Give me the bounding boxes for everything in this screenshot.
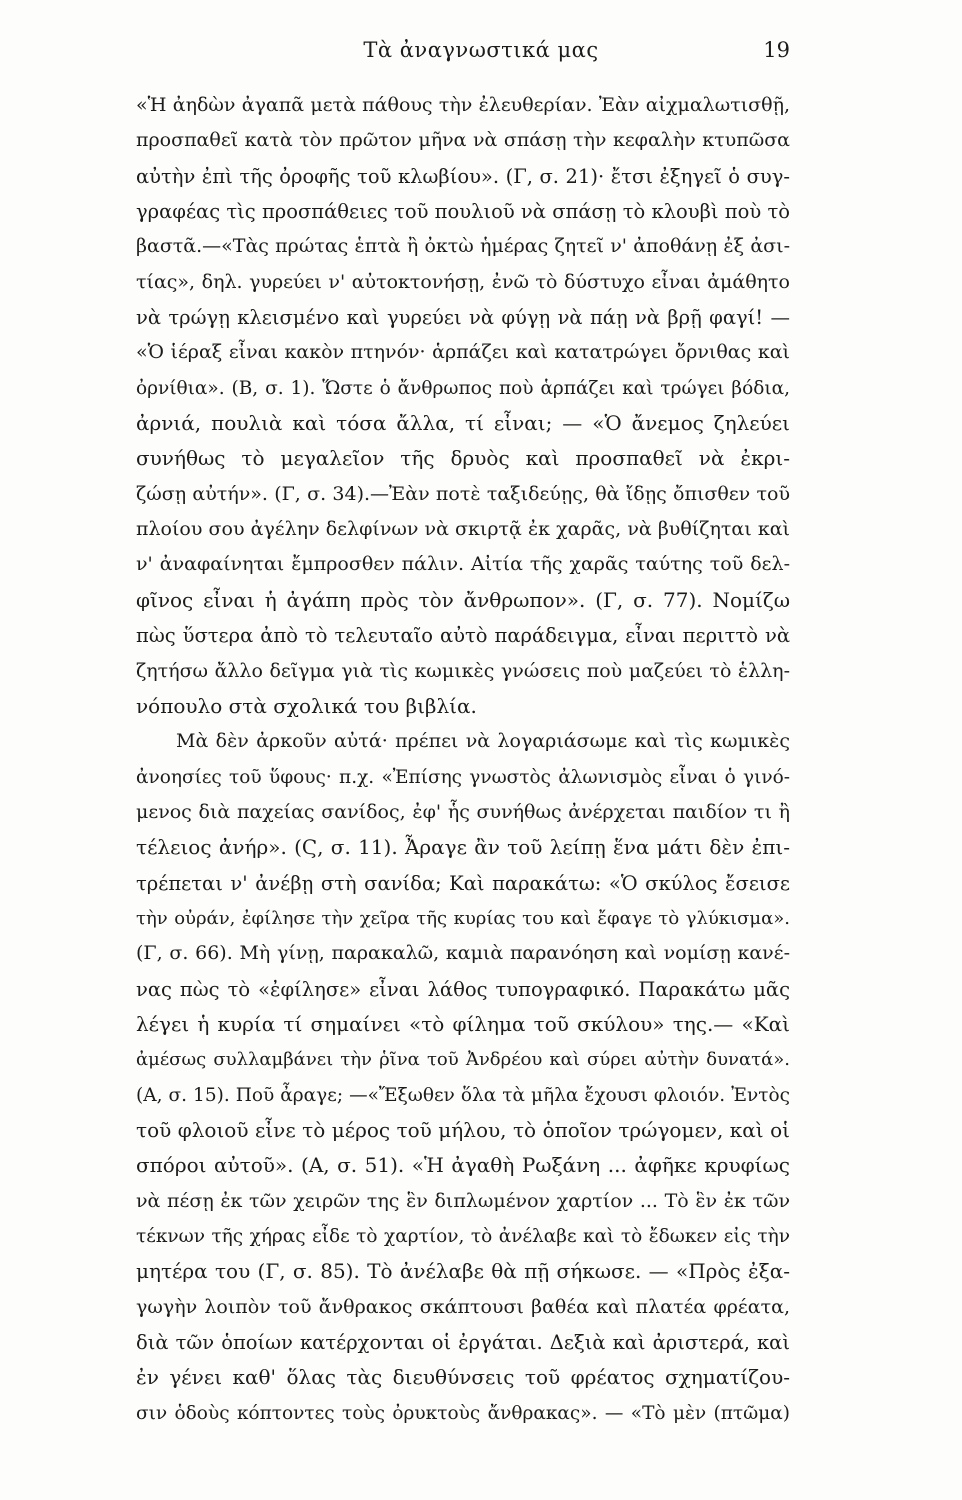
text-line: νὰ τρώγῃ κλεισμένο καὶ γυρεύει νὰ φύγῃ νὰ πάῃ νὰ βρῇ φαγί! — [136, 306, 790, 330]
text-line: σιν ὁδοὺς κόπτοντες τοὺς ὀρυκτοὺς ἄνθρακας». — «Τὸ μὲν (πτῶμα) [136, 1402, 790, 1424]
text-line: ζώσῃ αὐτήν». (Γ, σ. 34).—Ἐὰν ποτὲ ταξιδεύῃς, θὰ ἴδῃς ὄπισθεν τοῦ [136, 482, 790, 505]
text-line: σπόροι αὐτοῦ». (Α, σ. 51). «Ἡ ἀγαθὴ Ρωξάνη ... ἀφῆκε κρυφίως [136, 1153, 790, 1178]
text-line: νόπουλο στὰ σχολικά του βιβλία. [136, 693, 477, 718]
text-line: νὰ πέσῃ ἐκ τῶν χειρῶν της ἓν διπλωμένον χαρτίον ... Τὸ ἓν ἐκ τῶν [136, 1189, 790, 1212]
text-line: ἀμέσως συλλαμβάνει τὴν ῥῖνα τοῦ Ἀνδρέου καὶ σύρει αὐτὴν δυνατά». [136, 1049, 790, 1071]
text-line: διὰ τῶν ὁποίων κατέρχονται οἱ ἐργάται. Δεξιὰ καὶ ἀριστερά, καὶ [136, 1331, 790, 1355]
text-line: ἀρνιά, πουλιὰ καὶ τόσα ἄλλα, τί εἶναι; — «Ὁ ἄνεμος ζηλεύει [136, 411, 790, 436]
text-line: γραφέας τὶς προσπάθειες τοῦ πουλιοῦ νὰ σπάσῃ τὸ κλουβὶ ποὺ τὸ [136, 200, 790, 224]
text-line: τὴν οὐράν, ἐφίλησε τὴν χεῖρα τῆς κυρίας του καὶ ἔφαγε τὸ γλύκισμα». [136, 907, 790, 929]
text-line: τρέπεται ν' ἀνέβῃ στὴ σανίδα; Καὶ παρακάτω: «Ὁ σκύλος ἔσεισε [136, 871, 790, 895]
text-line: μενος διὰ παχείας σανίδος, ἐφ' ἧς συνήθως ἀνέρχεται παιδίον τι ἢ [136, 800, 790, 823]
text-line: (Α, σ. 15). Ποῦ ἆραγε; —«Ἔξωθεν ὅλα τὰ μῆλα ἔχουσι φλοιόν. Ἐντὸς [136, 1084, 790, 1106]
text-line: «Ὁ ἱέραξ εἶναι κακὸν πτηνόν· ἁρπάζει καὶ κατατρώγει ὄρνιθας καὶ [136, 341, 790, 364]
text-line: μητέρα του (Γ, σ. 85). Τὸ ἀνέλαβε θὰ πῇ σήκωσε. — «Πρὸς ἐξα- [136, 1259, 790, 1284]
text-line: τοῦ φλοιοῦ εἶνε τὸ μέρος τοῦ μήλου, τὸ ὁποῖον τρώγομεν, καὶ οἱ [136, 1117, 790, 1142]
page-number: 19 [763, 38, 790, 62]
text-line: συνήθως τὸ μεγαλεῖον τῆς δρυὸς καὶ προσπαθεῖ νὰ ἐκρι- [136, 446, 790, 471]
text-line: προσπαθεῖ κατὰ τὸν πρῶτον μῆνα νὰ σπάσῃ τὴν κεφαλὴν κτυπῶσα [136, 129, 790, 152]
text-line: νας πὼς τὸ «ἐφίλησε» εἶναι λάθος τυπογραφικό. Παρακάτω μᾶς [136, 977, 790, 1001]
text-line: πὼς ὕστερα ἀπὸ τὸ τελευταῖο αὐτὸ παράδειγμα, εἶναι περιττὸ νὰ [136, 624, 790, 648]
text-line: πλοίου σου ἀγέλην δελφίνων νὰ σκιρτᾷ ἐκ χαρᾶς, νὰ βυθίζηται καὶ [136, 518, 790, 541]
text-line: λέγει ἡ κυρία τί σημαίνει «τὸ φίλημα τοῦ σκύλου» της.— «Καὶ [136, 1011, 790, 1036]
text-line: Μὰ δὲν ἀρκοῦν αὐτά· πρέπει νὰ λογαριάσωμε καὶ τὶς κωμικὲς [176, 730, 790, 753]
running-head [0, 38, 962, 68]
text-line: τέκνων τῆς χήρας εἶδε τὸ χαρτίον, τὸ ἀνέλαβε καὶ τὸ ἔδωκεν εἰς τὴν [136, 1226, 790, 1247]
text-line: αὐτὴν ἐπὶ τῆς ὀροφῆς τοῦ κλωβίου». (Γ, σ. 21)· ἔτσι ἐξηγεῖ ὁ συγ- [136, 164, 790, 188]
text-line: τίας», δηλ. γυρεύει ν' αὐτοκτονήσῃ, ἐνῶ τὸ δύστυχο εἶναι ἀμάθητο [136, 270, 790, 293]
text-line: ἐν γένει καθ' ὅλας τὰς διευθύνσεις τοῦ φρέατος σχηματίζου- [136, 1365, 790, 1390]
running-title: Τὰ ἀναγνωστικά μας [363, 38, 599, 62]
text-line: ἀνοησίες τοῦ ὕφους· π.χ. «Ἐπίσης γνωστὸς ἀλωνισμὸς εἶναι ὁ γινό- [136, 766, 790, 788]
text-line: γωγὴν λοιπὸν τοῦ ἄνθρακος σκάπτουσι βαθέα καὶ πλατέα φρέατα, [136, 1295, 790, 1318]
text-line: ὀρνίθια». (Β, σ. 1). Ὥστε ὁ ἄνθρωπος ποὺ ἁρπάζει καὶ τρώγει βόδια, [136, 377, 790, 399]
body-text [136, 88, 790, 1431]
text-line: φῖνος εἶναι ἡ ἀγάπη πρὸς τὸν ἄνθρωπον». (Γ, σ. 77). Νομίζω [136, 587, 790, 612]
text-line: ζητήσω ἄλλο δεῖγμα γιὰ τὶς κωμικὲς γνώσεις ποὺ μαζεύει τὸ ἑλλη- [136, 659, 790, 682]
text-line: βαστᾶ.—«Τὰς πρώτας ἑπτὰ ἢ ὀκτὼ ἡμέρας ζητεῖ ν' ἀποθάνῃ ἐξ ἀσι- [136, 235, 790, 258]
text-line: «Ἡ ἀηδὼν ἀγαπᾶ μετὰ πάθους τὴν ἐλευθερίαν. Ἐὰν αἰχμαλωτισθῇ, [136, 94, 790, 116]
text-line: (Γ, σ. 66). Μὴ γίνῃ, παρακαλῶ, καμιὰ παρανόηση καὶ νομίσῃ κανέ- [136, 942, 790, 965]
text-line: τέλειος ἀνήρ». (Ϛ, σ. 11). Ἆραγε ἂν τοῦ λείπῃ ἕνα μάτι δὲν ἐπι- [136, 835, 790, 860]
text-line: ν' ἀναφαίνηται ἔμπροσθεν πάλιν. Αἰτία τῆς χαρᾶς ταύτης τοῦ δελ- [136, 553, 790, 576]
